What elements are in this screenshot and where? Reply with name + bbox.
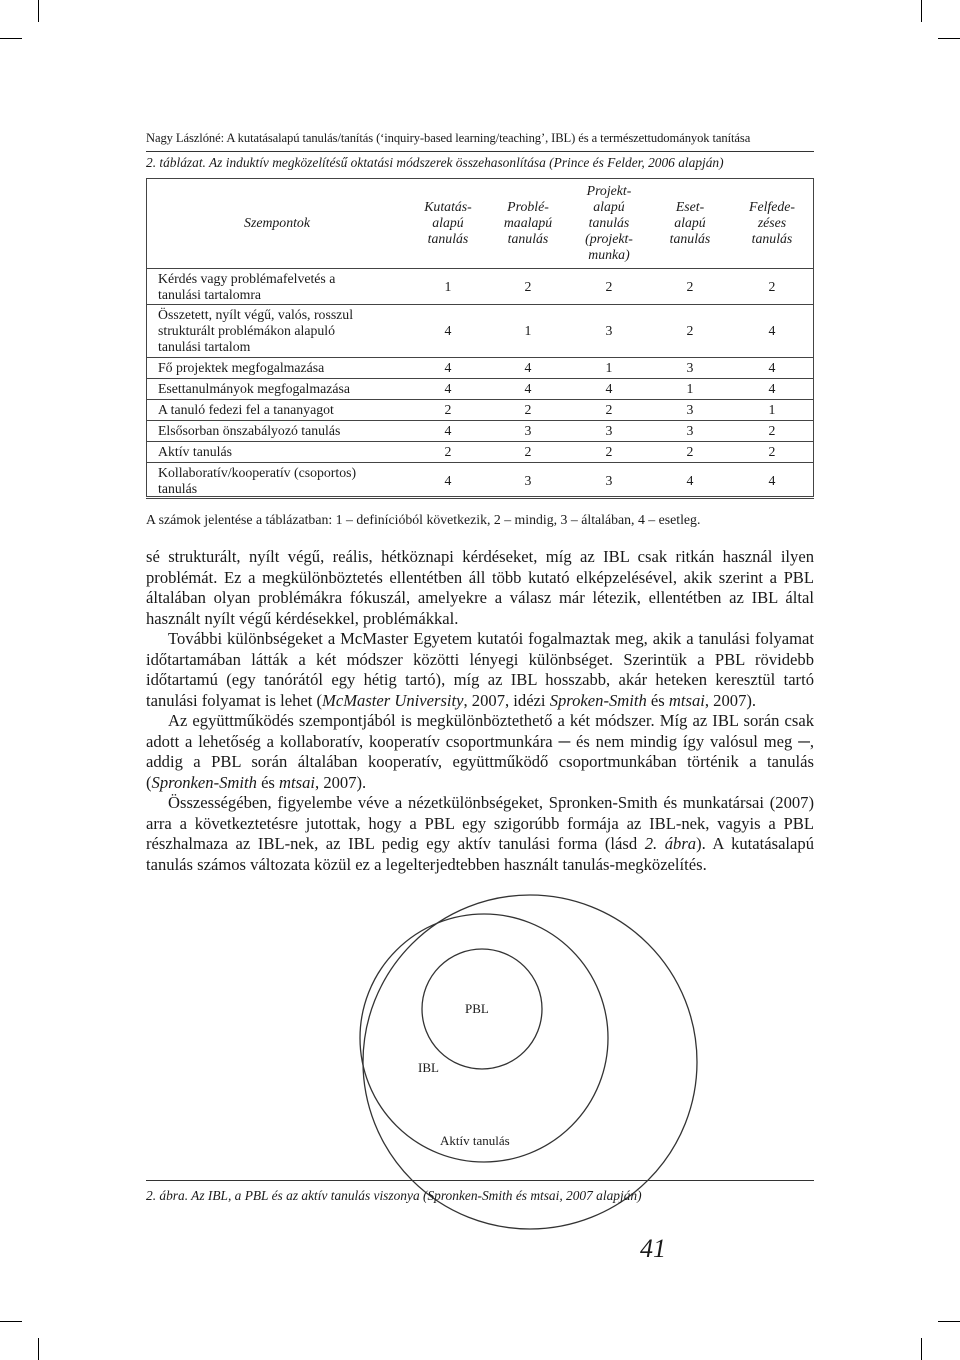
active-learning-label: Aktív tanulás	[440, 1133, 510, 1148]
criterion-cell: A tanuló fedezi fel a tananyagot	[146, 400, 408, 421]
criterion-line: tanulási tartalomra	[158, 286, 262, 302]
value-cell: 2	[730, 421, 814, 442]
value-cell: 3	[650, 421, 730, 442]
text-run: , 2007).	[704, 690, 757, 710]
column-header-line: tanulás	[751, 231, 793, 246]
column-header-line: zéses	[757, 215, 787, 230]
value-cell: 2	[568, 400, 650, 421]
citation: mtsai	[668, 690, 705, 710]
value-cell: 4	[408, 305, 488, 358]
value-cell: 2	[488, 400, 568, 421]
column-header-line: Problé-	[507, 199, 549, 214]
text-run: , 2007).	[315, 772, 367, 792]
column-header-line: Kutatás-	[424, 199, 472, 214]
value-cell: 2	[488, 442, 568, 463]
value-cell: 2	[730, 269, 814, 305]
column-header-line: tanulás	[669, 231, 711, 246]
citation: Sproken-Smith	[549, 690, 647, 710]
citation: Spronken-Smith	[151, 772, 257, 792]
value-cell: 2	[730, 442, 814, 463]
table-caption: 2. táblázat. Az induktív megközelítésű oktatási módszerek összehasonlítása (Prince és Felder, 2006 alapján)	[146, 155, 724, 170]
criterion-cell: Esettanulmányok megfogalmazása	[146, 379, 408, 400]
criterion-line: Kollaboratív/kooperatív (csoportos)	[158, 464, 357, 480]
criterion-line: Kérdés vagy problémafelvetés a	[158, 270, 336, 286]
criterion-cell: Elsősorban önszabályozó tanulás	[146, 421, 408, 442]
value-cell: 2	[650, 442, 730, 463]
column-header-line: Eset-	[675, 199, 705, 214]
value-cell: 2	[568, 442, 650, 463]
column-header-line: alapú	[674, 215, 706, 230]
value-cell: 3	[650, 400, 730, 421]
value-cell: 2	[568, 269, 650, 305]
criterion-line: tanulási tartalom	[158, 339, 251, 354]
running-head: Nagy Lászlóné: A kutatásalapú tanulás/tanítás (‘inquiry-based learning/teaching’, IBL) és a természettudományok tanítása	[146, 131, 751, 145]
value-cell: 4	[408, 358, 488, 379]
value-cell: 1	[408, 269, 488, 305]
value-cell: 3	[568, 463, 650, 499]
value-cell: 2	[488, 269, 568, 305]
paragraph: sé strukturált, nyílt végű, reális, hétköznapi kérdéseket, míg az IBL csak ritkán használ ilyen problémát. Ez a megkülönböztetés ellentétben áll több kutató elképzelésével, akik szerint a PBL általában olyan problémákra fókuszál, amelyekre a válasz már létezik, ellentétben az IBL által használt nyílt végű kérdésekkel, problémákkal.	[146, 547, 814, 628]
value-cell: 4	[408, 379, 488, 400]
value-cell: 4	[488, 379, 568, 400]
value-cell: 4	[408, 421, 488, 442]
column-header-line: alapú	[432, 215, 464, 230]
criterion-line: Összetett, nyílt végű, valós, rosszul	[158, 307, 354, 322]
text-run: és	[256, 772, 280, 792]
figure-reference: 2. ábra	[644, 834, 697, 853]
value-cell: 4	[730, 305, 814, 358]
value-cell: 1	[650, 379, 730, 400]
figure-rule	[146, 1180, 814, 1181]
text-run: és	[646, 690, 669, 710]
value-cell: 1	[568, 358, 650, 379]
criterion-line: strukturált problémákon alapuló	[158, 323, 336, 338]
table-legend: A számok jelentése a táblázatban: 1 – definícióból következik, 2 – mindig, 3 – általában, 4 – esetleg.	[146, 512, 701, 527]
column-header-line: maalapú	[503, 215, 553, 230]
page-number: 41	[640, 1234, 666, 1263]
text-run: További különbségeket a McMaster Egyetem kutatói fogalmaztak meg, akik a tanulási folyamat időtartamában látták a két módszer közötti lényegi különbséget. Szerintük a PBL rövidebb időtartamú (egy tanórától egy hétig tartó), míg az IBL hosszabb, akár heteken keresztül tartó tanulási folyamat is lehet (	[146, 629, 814, 710]
value-cell: 4	[408, 463, 488, 499]
column-header-line: tanulás	[588, 215, 630, 230]
criterion-cell: Fő projektek megfogalmazása	[146, 358, 408, 379]
value-cell: 3	[568, 421, 650, 442]
pbl-label: PBL	[465, 1001, 489, 1016]
column-header-line: Felfede-	[749, 199, 795, 214]
column-header-line: (projekt-	[585, 231, 633, 246]
value-cell: 4	[730, 463, 814, 499]
column-header-line: Projekt-	[586, 183, 632, 198]
ibl-circle	[360, 914, 608, 1162]
column-header-line: alapú	[593, 199, 625, 214]
criteria-header: Szempontok	[244, 215, 310, 230]
value-cell: 4	[730, 379, 814, 400]
value-cell: 1	[730, 400, 814, 421]
active-learning-circle	[363, 895, 697, 1229]
value-cell: 2	[650, 305, 730, 358]
criterion-cell: Aktív tanulás	[146, 442, 408, 463]
value-cell: 3	[650, 358, 730, 379]
text-run: , 2007, idézi	[463, 690, 550, 710]
column-header-line: tanulás	[427, 231, 469, 246]
value-cell: 4	[488, 358, 568, 379]
ibl-label: IBL	[418, 1060, 439, 1075]
value-cell: 2	[650, 269, 730, 305]
citation: mtsai	[279, 772, 316, 792]
column-header-line: tanulás	[507, 231, 549, 246]
figure-caption: 2. ábra. Az IBL, a PBL és az aktív tanulás viszonya (Spronken-Smith és mtsai, 2007 alapján)	[146, 1188, 642, 1203]
column-header-line: munka)	[588, 247, 630, 262]
citation: McMaster University	[322, 690, 464, 710]
value-cell: 4	[568, 379, 650, 400]
value-cell: 2	[408, 400, 488, 421]
value-cell: 3	[568, 305, 650, 358]
text-run: Összességében, figyelembe véve a nézetkülönbségeket, Spronken-Smith és munkatársai (2007) arra a következtetésre jutottak, hogy a PBL egy szigorúbb formája az IBL-nek, vagyis a PBL részhalmaza az IBL-nek, az IBL pedig egy aktív tanulási forma (lásd	[146, 793, 814, 853]
value-cell: 1	[488, 305, 568, 358]
value-cell: 3	[488, 421, 568, 442]
text-run: Az együttműködés szempontjából is megkülönböztethető a két módszer. Míg az IBL során csak adott a lehetőség a kollaboratív, kooperatív csoportmunkára ─ és nem mindig így valósul meg ─, addig a PBL során általában kooperatív, együttműködő csoportmunkában történik a tanulás (	[146, 711, 814, 792]
value-cell: 3	[488, 463, 568, 499]
text-run: ). A kutatásalapú tanulás számos változata közül ez a legelterjedtebben használt tanulás-megközelítés.	[146, 834, 814, 874]
criterion-line: tanulás	[158, 480, 198, 496]
value-cell: 4	[650, 463, 730, 499]
value-cell: 2	[408, 442, 488, 463]
value-cell: 4	[730, 358, 814, 379]
